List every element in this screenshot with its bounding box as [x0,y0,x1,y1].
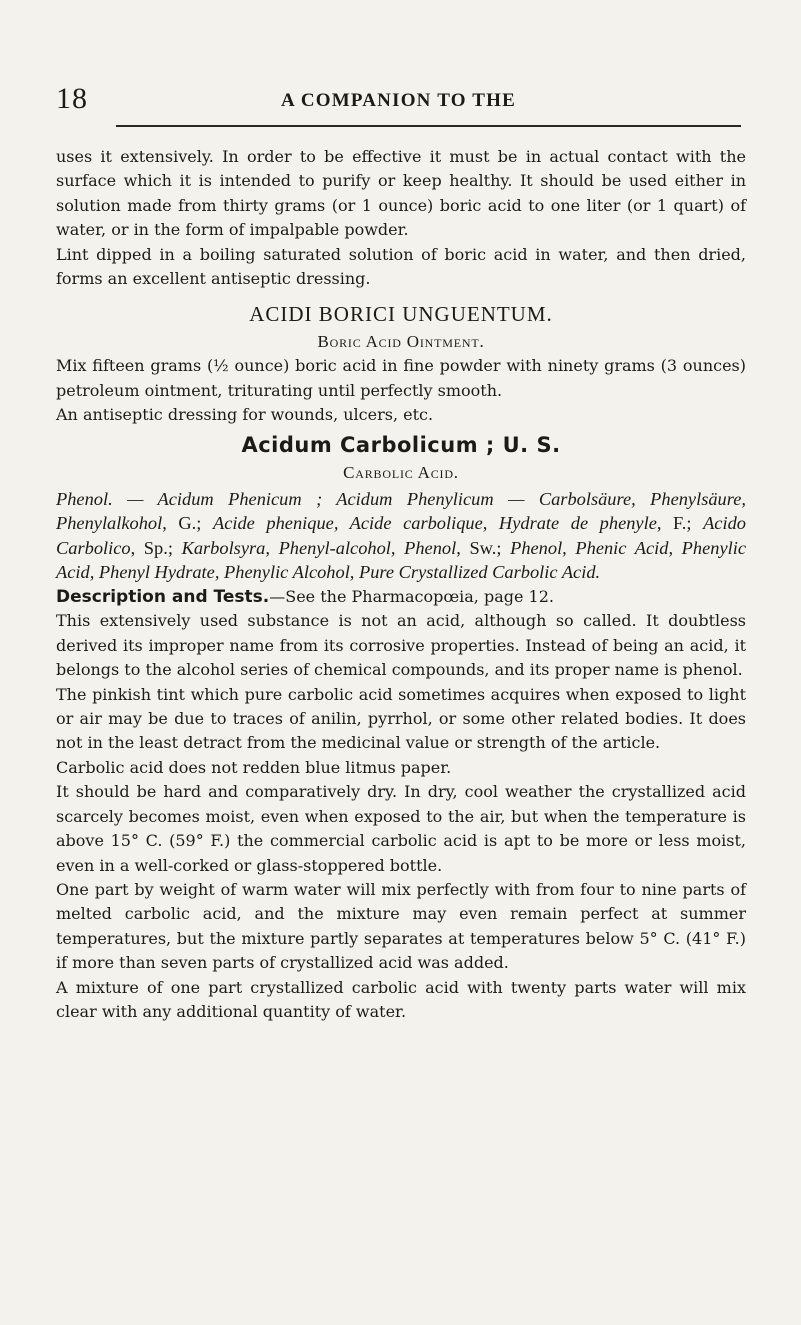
body-paragraph: It should be hard and comparatively dry. In dry, cool weather the crystallized acid scarcely becomes moist, even when exposed to the air, but when the temperature is above 15° C. (59° F.) the commercial carbolic acid is apt to be more or less moist, even in a well-corked or glass-stoppered bottle. [56,782,746,875]
page-header [56,84,746,118]
description-label: Description and Tests. [56,587,270,608]
page-body [56,145,746,1024]
section-title-carbolic-acid: Acidum Carbolicum ; U. S. [241,432,561,457]
section-subtitle-carbolic-acid: Carbolic Acid. [343,462,459,482]
body-paragraph: This extensively used substance is not an acid, although so called. It doubtless derived its improper name from its corrosive properties. Instead of being an acid, it belongs to the alcohol series of chemical compounds, and its proper name is phenol. [56,611,746,680]
section-title-boric-ointment: ACIDI BORICI UNGUENTUM. [249,302,553,327]
section-subtitle-boric-ointment: Boric Acid Ointment. [317,332,485,352]
synonyms-english: Phenol, Phenic Acid, Phenylic Acid, Phenyl Hydrate, Phenylic Alcohol, Pure Crystallized Carbolic Acid. [56,537,746,583]
synonyms-swedish: Karbolsyra, Phenyl-alcohol, Phenol [181,537,457,558]
intro-paragraph: uses it extensively. In order to be effective it must be in actual contact with the surface which it is intended to purify or keep healthy. It should be used either in solution made from thirty grams (or 1 ounce) boric acid to one liter (or 1 quart) of water, or in the form of impalpable powder. [56,147,746,240]
description-paragraph [56,585,746,609]
lang-abbrev-french: , F.; [656,513,704,534]
lint-paragraph: Lint dipped in a boiling saturated solution of boric acid in water, and then dried, forms an excellent antiseptic dressing. [56,244,746,289]
body-paragraph: Carbolic acid does not redden blue litmus paper. [56,757,452,777]
lang-abbrev-spanish: , Sp.; [130,537,182,558]
description-text: —See the Pharmacopœia, page 12. [269,587,554,607]
synonyms-paragraph [56,487,746,585]
body-paragraph: A mixture of one part crystallized carbolic acid with twenty parts water will mix clear with any additional quantity of water. [56,977,746,1021]
body-paragraph: One part by weight of warm water will mix perfectly with from four to nine parts of melted carbolic acid, and the mixture may even remain perfect at summer temperatures, but the mixture partly separates at temperatures below 5° C. (41° F.) if more than seven parts of crystallized acid was added. [56,879,746,973]
synonyms-spanish: Acido Carbolico [56,513,746,558]
synonyms-french: Acide phenique, Acide carbolique, Hydrate de phenyle [212,513,657,534]
ointment-paragraph: Mix fifteen grams (½ ounce) boric acid in fine powder with ninety grams (3 ounces) petroleum ointment, triturating until perfectly smooth. [56,356,746,400]
ointment-use-paragraph: An antiseptic dressing for wounds, ulcers, etc. [56,405,434,425]
running-head: A COMPANION TO THE [281,90,517,111]
lang-abbrev-swedish: , Sw.; [456,537,511,558]
header-rule [116,125,741,127]
lang-abbrev-german: , G.; [162,513,213,534]
body-paragraph: The pinkish tint which pure carbolic acid sometimes acquires when exposed to light or air may be due to traces of anilin, pyrrhol, or some other related bodies. It does not in the least detract from the medicinal value or strength of the article. [56,684,746,753]
page-number: 18 [56,82,88,115]
synonyms-german: Phenol. — Acidum Phenicum ; Acidum Phenylicum — Carbolsäure, Phenylsäure, Phenylalkohol [56,488,746,534]
